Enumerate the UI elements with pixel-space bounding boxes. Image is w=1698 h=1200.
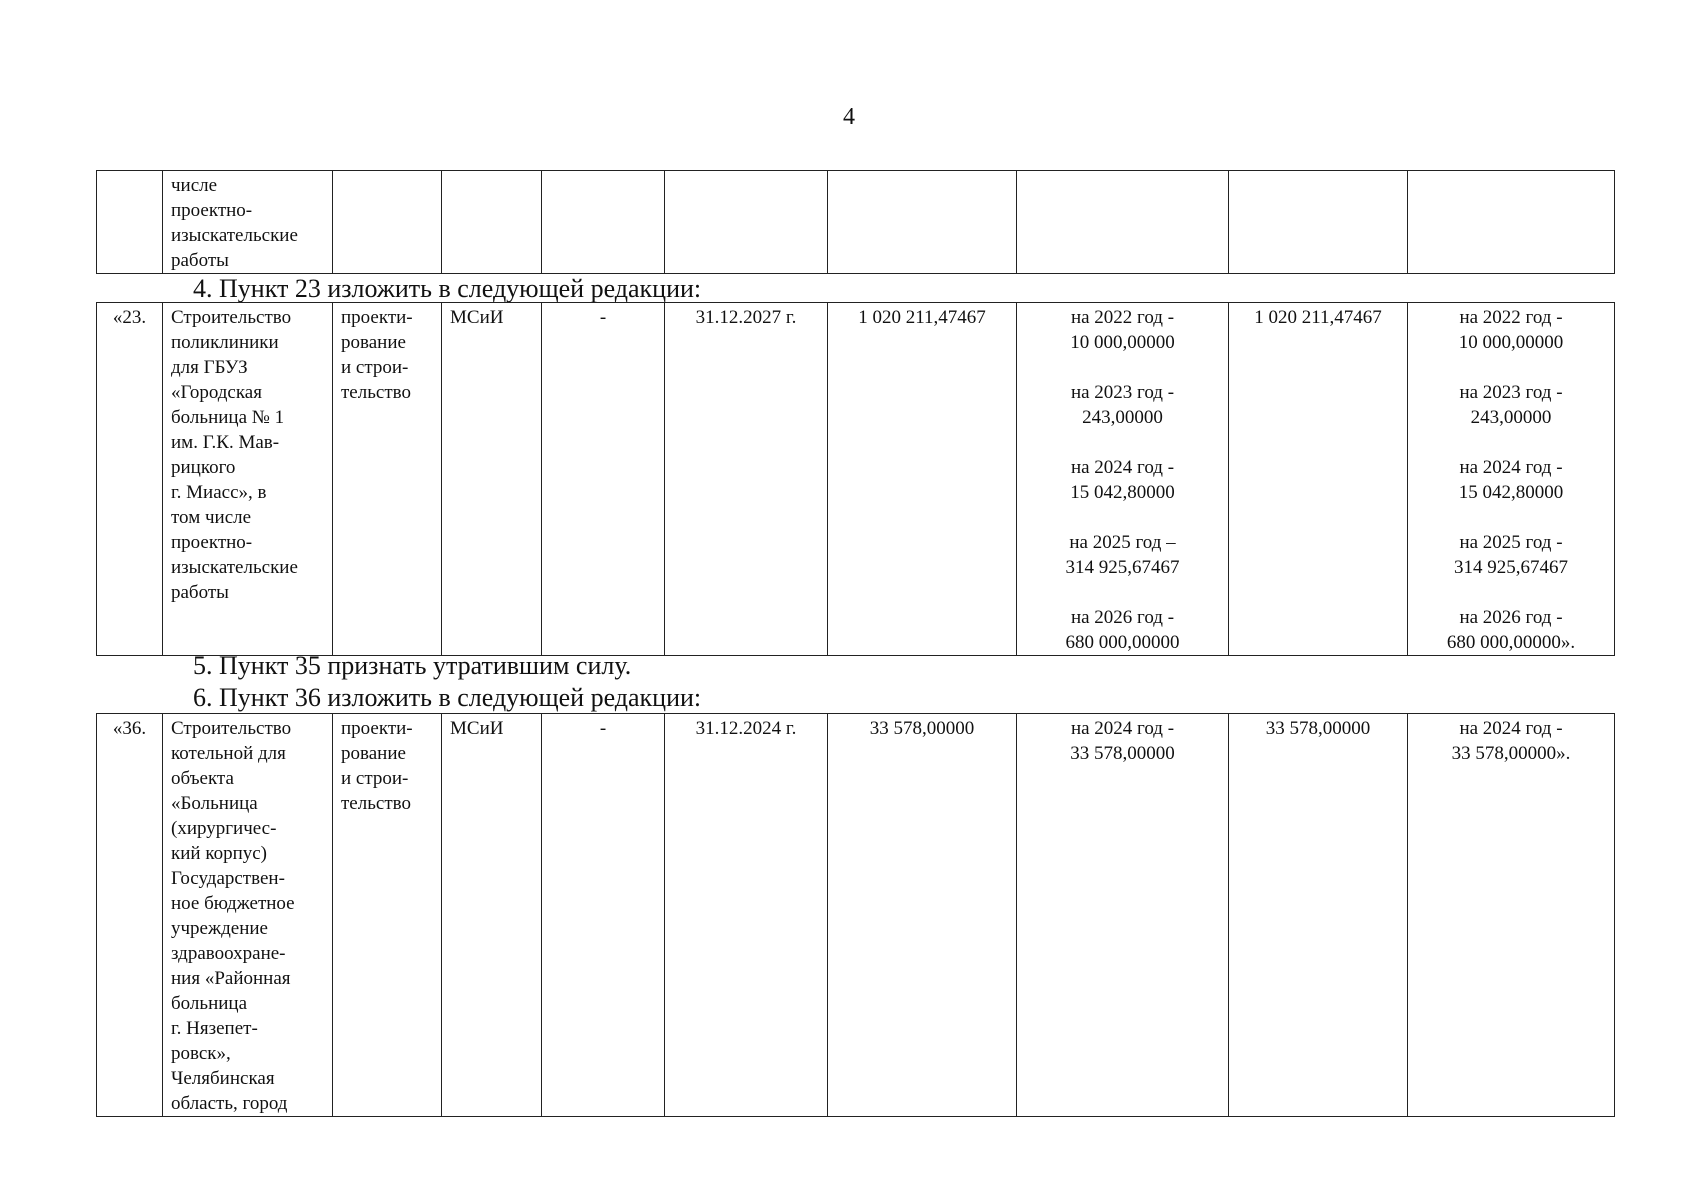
cell-cost2 bbox=[1229, 171, 1408, 274]
cell-date: 31.12.2024 г. bbox=[665, 714, 828, 1117]
cell-name: Строительство котельной для объекта «Больница (хирургичес- кий корпус) Государствен- ное бюджетное учреждение здравоохране- ния «Районная больница г. Нязепет- ровск», Челябинская область, город bbox=[163, 714, 333, 1117]
cell-financing2: на 2024 год - 33 578,00000». bbox=[1408, 714, 1615, 1117]
heading-item-4: 4. Пункт 23 изложить в следующей редакции: bbox=[193, 274, 702, 303]
cell-customer: МСиИ bbox=[442, 714, 542, 1117]
cell-date bbox=[665, 171, 828, 274]
cell-cost: 1 020 211,47467 bbox=[828, 303, 1017, 656]
cell-cost bbox=[828, 171, 1017, 274]
table-row bbox=[97, 714, 1615, 1117]
cell-customer bbox=[442, 171, 542, 274]
table-item-23 bbox=[96, 302, 1615, 656]
cell-cost2: 1 020 211,47467 bbox=[1229, 303, 1408, 656]
cell-work-type bbox=[333, 171, 442, 274]
cell-financing bbox=[1017, 171, 1229, 274]
cell-date: 31.12.2027 г. bbox=[665, 303, 828, 656]
page-number: 4 bbox=[843, 104, 855, 130]
cell-num: «23. bbox=[97, 303, 163, 656]
cell-customer: МСиИ bbox=[442, 303, 542, 656]
table-item-36 bbox=[96, 713, 1615, 1117]
cell-financing2 bbox=[1408, 171, 1615, 274]
cell-col5: - bbox=[542, 714, 665, 1117]
cell-num: «36. bbox=[97, 714, 163, 1117]
cell-col5: - bbox=[542, 303, 665, 656]
cell-num bbox=[97, 171, 163, 274]
heading-item-6: 6. Пункт 36 изложить в следующей редакции: bbox=[193, 683, 702, 712]
table-row bbox=[97, 303, 1615, 656]
cell-financing: на 2022 год - 10 000,00000 на 2023 год - 243,00000 на 2024 год - 15 042,80000 на 2025 год – 314 925,67467 на 2026 год - 680 000,00000 bbox=[1017, 303, 1229, 656]
cell-col5 bbox=[542, 171, 665, 274]
table-row bbox=[97, 171, 1615, 274]
heading-item-5: 5. Пункт 35 признать утратившим силу. bbox=[193, 651, 632, 680]
cell-cost2: 33 578,00000 bbox=[1229, 714, 1408, 1117]
cell-work-type: проекти- рование и строи- тельство bbox=[333, 303, 442, 656]
table-fragment-top bbox=[96, 170, 1615, 274]
cell-financing: на 2024 год - 33 578,00000 bbox=[1017, 714, 1229, 1117]
cell-name: числе проектно- изыскательские работы bbox=[163, 171, 333, 274]
cell-financing2: на 2022 год - 10 000,00000 на 2023 год - 243,00000 на 2024 год - 15 042,80000 на 2025 год - 314 925,67467 на 2026 год - 680 000,00000». bbox=[1408, 303, 1615, 656]
cell-name: Строительство поликлиники для ГБУЗ «Городская больница № 1 им. Г.К. Мав- рицкого г. Миасс», в том числе проектно- изыскательские работы bbox=[163, 303, 333, 656]
cell-cost: 33 578,00000 bbox=[828, 714, 1017, 1117]
cell-work-type: проекти- рование и строи- тельство bbox=[333, 714, 442, 1117]
